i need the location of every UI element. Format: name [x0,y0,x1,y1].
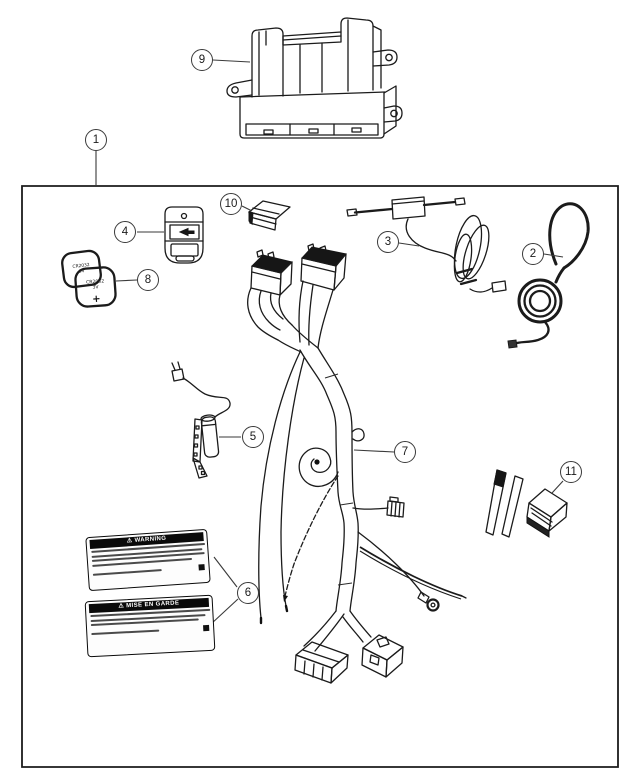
callout-5: 5 [242,426,264,448]
callout-6: 6 [237,582,259,604]
kit-box-outline [22,186,618,767]
label-text-line [91,630,159,636]
warning-title: MISE EN GARDE [126,600,180,610]
label-logo-mark [203,625,209,631]
label-footer-line [92,564,206,578]
control-module [227,18,402,138]
coin-cell-batteries [61,250,116,307]
glass-antenna [347,197,506,292]
callout-11: 11 [560,461,582,483]
warning-icon: ⚠ [118,603,125,610]
adhesive-strips-module [486,470,567,537]
battery-voltage-text: 3V [78,269,86,275]
antenna-cable [508,204,588,348]
callout-8: 8 [137,269,159,291]
hood-switch [172,362,230,478]
battery-type-text: CR2032 [72,262,91,270]
callout-4: 4 [114,221,136,243]
callout-7: 7 [394,441,416,463]
warning-label-english [85,529,210,591]
warning-icon: ⚠ [126,538,133,545]
remote-transmitter [165,207,203,263]
label-text-line [93,569,162,576]
callout-2: 2 [522,243,544,265]
callout-9: 9 [191,49,213,71]
wiring-harness [248,244,466,683]
label-logo-mark [198,564,204,570]
callout-3: 3 [377,231,399,253]
indicator-module [249,201,290,230]
callout-10: 10 [220,193,242,215]
callout-1: 1 [85,129,107,151]
label-footer-line [90,625,210,637]
battery-polarity-text: + [91,293,101,306]
battery-voltage-text: 3V [92,285,99,291]
warning-title: WARNING [134,535,167,544]
warning-label-french [85,595,216,658]
battery-type-text: CR2032 [85,279,105,286]
